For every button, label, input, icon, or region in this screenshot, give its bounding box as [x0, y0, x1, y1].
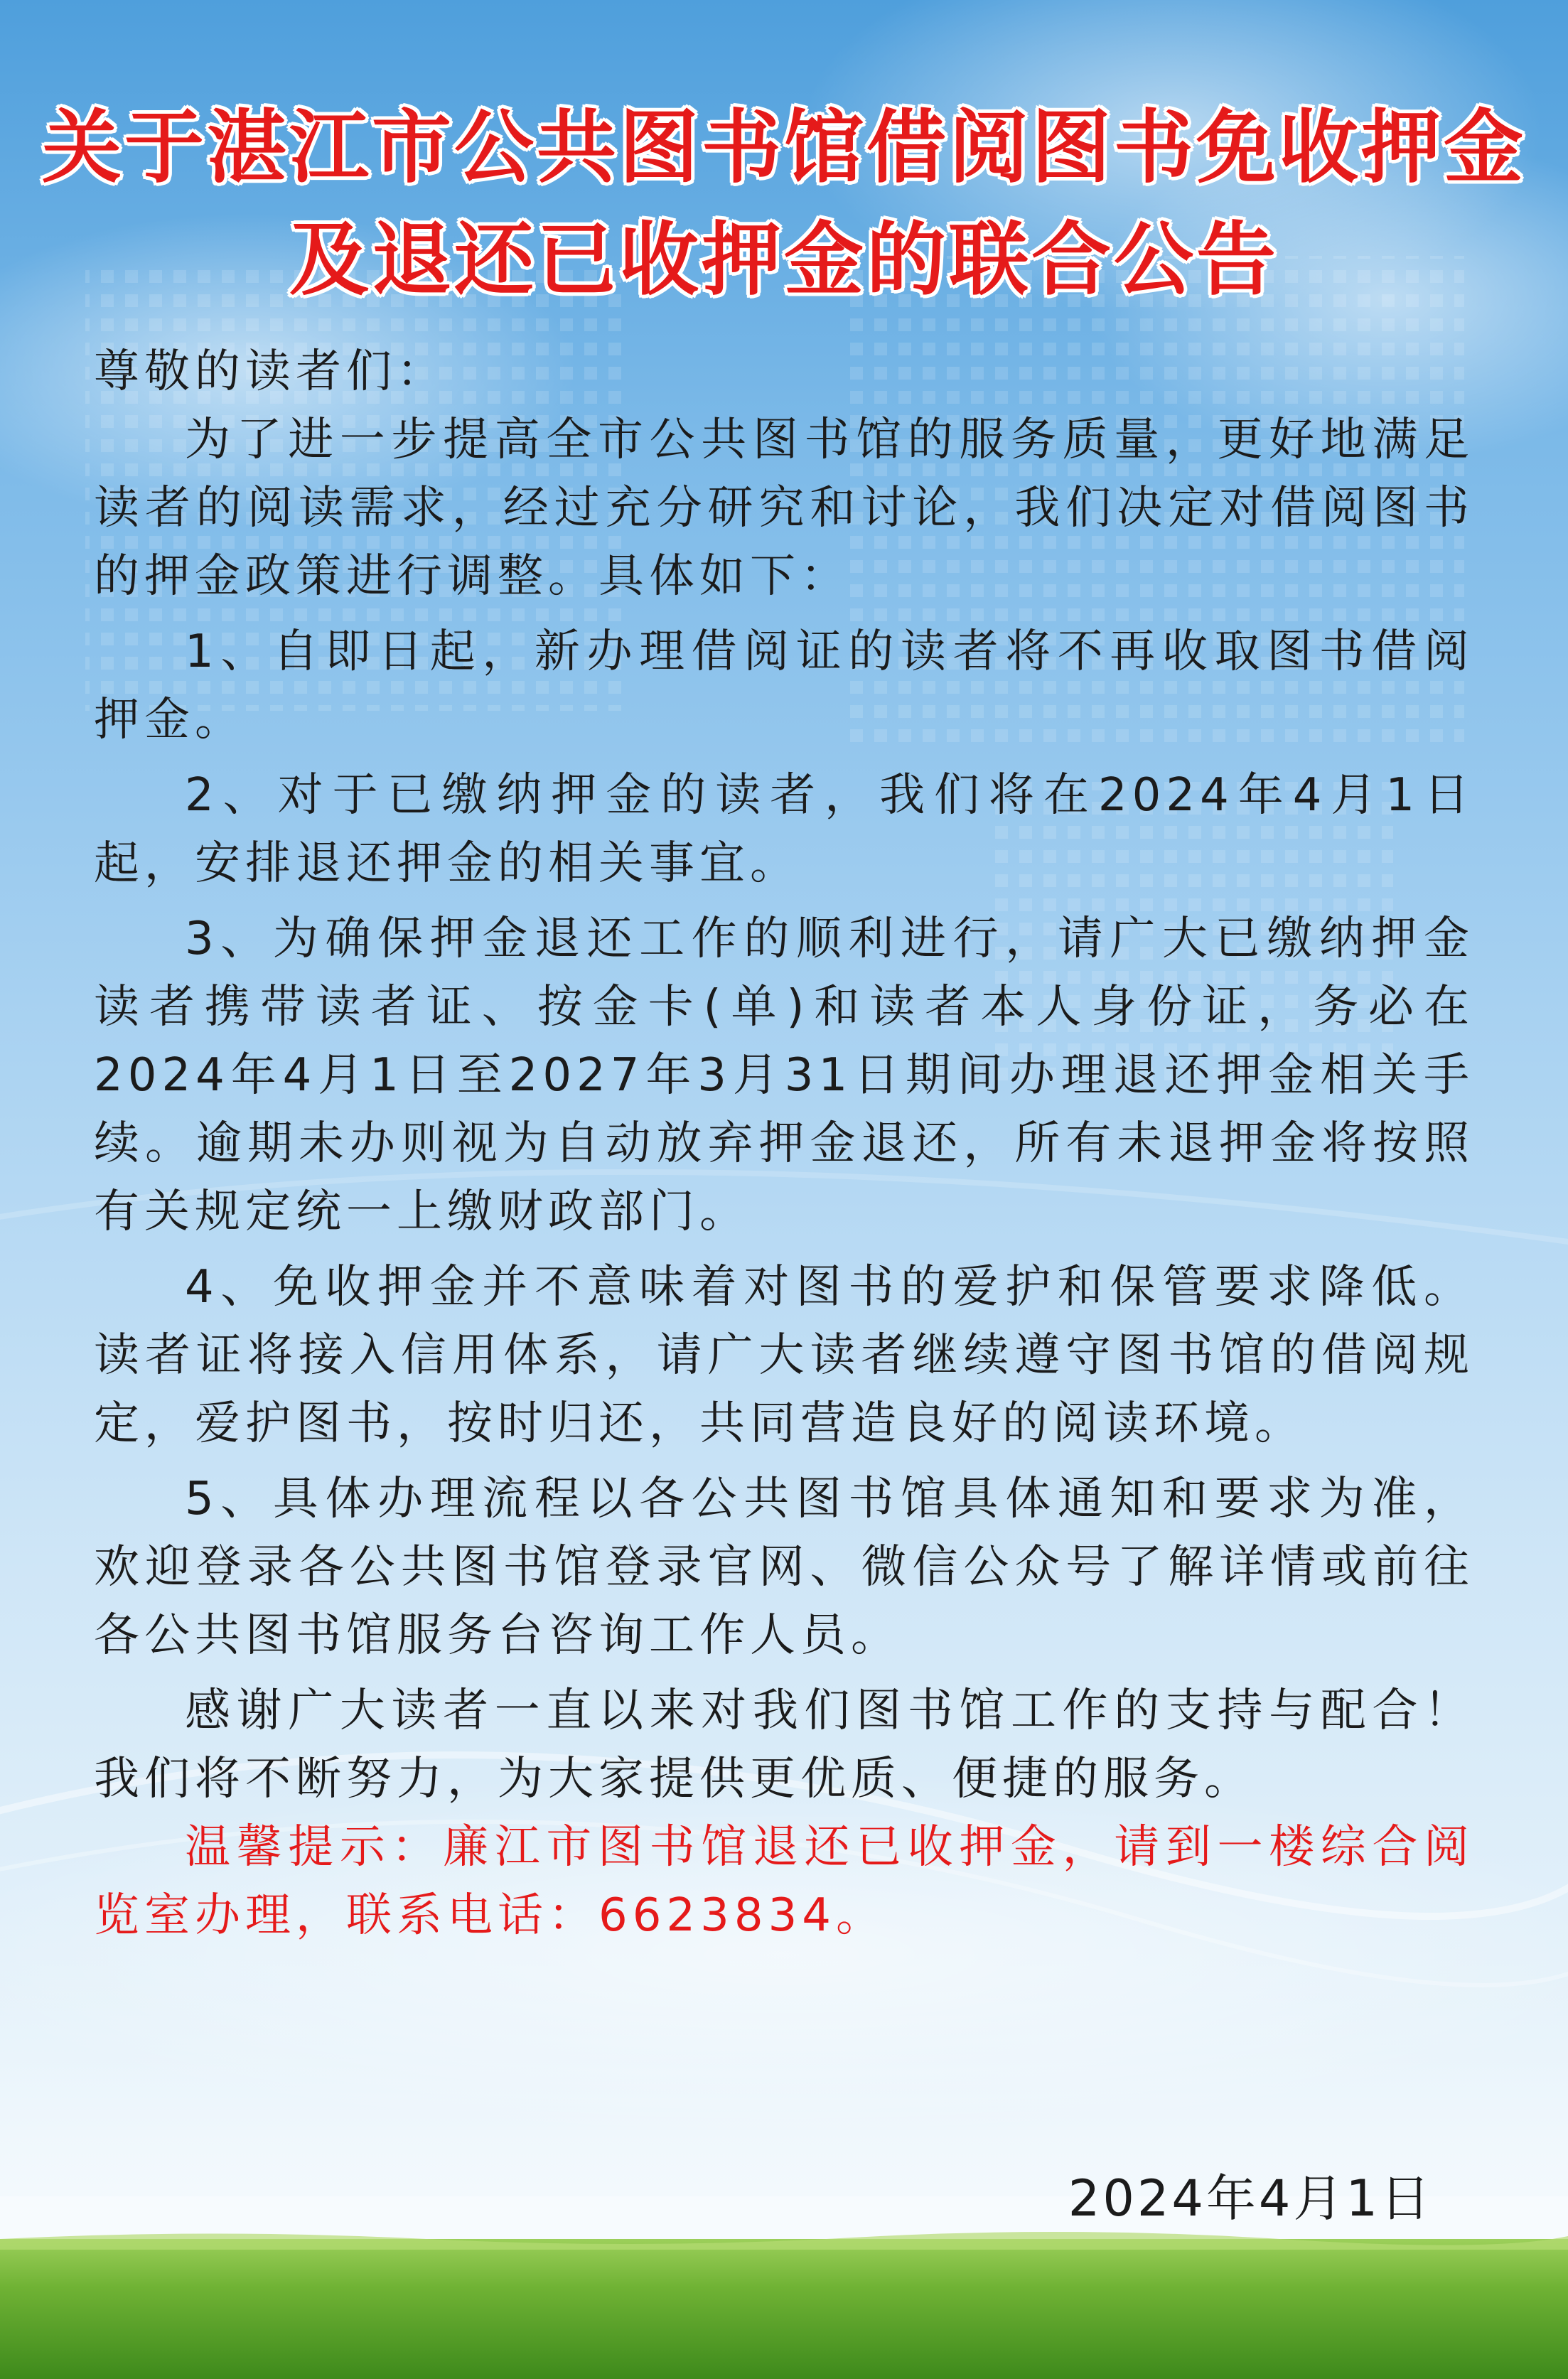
item-5: 5、具体办理流程以各公共图书馆具体通知和要求为准，欢迎登录各公共图书馆登录官网、微信公众号了解详情或前往各公共图书馆服务台咨询工作人员。: [94, 1473, 1474, 1662]
title-line-1: 关于湛江市公共图书馆借阅图书免收押金: [42, 101, 1526, 194]
notice-date: 2024年4月1日: [1068, 2169, 1433, 2228]
item-3: 3、为确保押金退还工作的顺利进行，请广大已缴纳押金读者携带读者证、按金卡(单)和读者本人身份证，务必在2024年4月1日至2027年3月31日期间办理退还押金相关手续。逾期未办则视为自动放弃押金退还，所有未退押金将按照有关规定统一上缴财政部门。: [94, 913, 1474, 1238]
item-4: 4、免收押金并不意味着对图书的爱护和保管要求降低。读者证将接入信用体系，请广大读者继续遵守图书馆的借阅规定，爱护图书，按时归还，共同营造良好的阅读环境。: [94, 1261, 1474, 1450]
intro-paragraph: 为了进一步提高全市公共图书馆的服务质量，更好地满足读者的阅读需求，经过充分研究和讨论，我们决定对借阅图书的押金政策进行调整。具体如下：: [94, 414, 1474, 603]
notice-body: [94, 338, 1474, 1957]
warm-reminder: 温馨提示：廉江市图书馆退还已收押金，请到一楼综合阅览室办理，联系电话：6623834。: [94, 1821, 1474, 1942]
title-line-2: 及退还已收押金的联合公告: [289, 213, 1279, 306]
thanks-paragraph: 感谢广大读者一直以来对我们图书馆工作的支持与配合！我们将不断努力，为大家提供更优质、便捷的服务。: [94, 1685, 1474, 1805]
item-1: 1、自即日起，新办理借阅证的读者将不再收取图书借阅押金。: [94, 625, 1474, 746]
item-2: 2、对于已缴纳押金的读者，我们将在2024年4月1日起，安排退还押金的相关事宜。: [94, 769, 1474, 890]
salutation: 尊敬的读者们：: [94, 345, 447, 398]
